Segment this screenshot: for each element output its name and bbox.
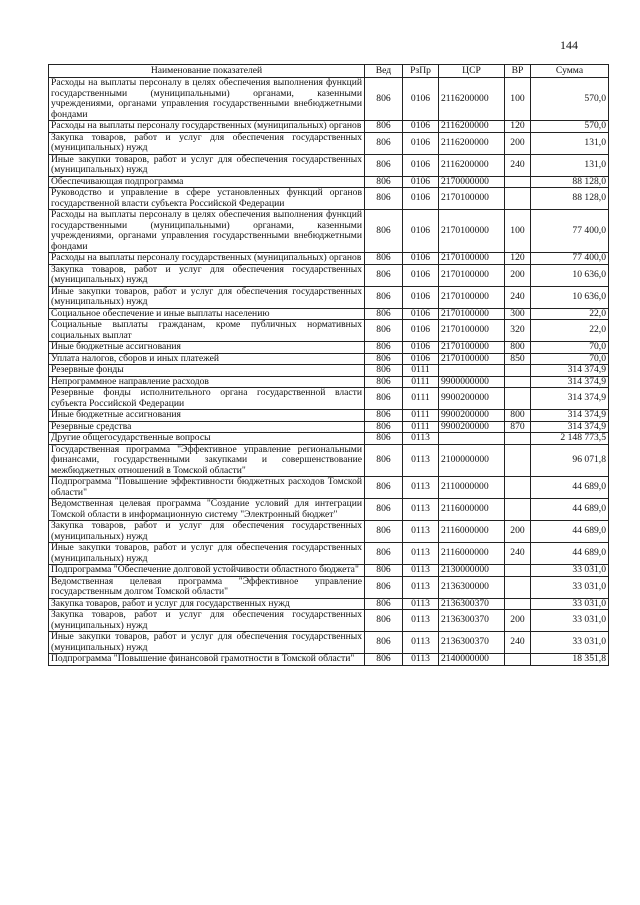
page-number: 144 xyxy=(560,38,578,52)
row-name: Иные бюджетные ассигнования xyxy=(49,410,365,422)
row-rzpr: 0106 xyxy=(403,320,439,342)
row-csr: 2170100000 xyxy=(439,264,505,286)
row-name: Иные закупки товаров, работ и услуг для обеспечения государственных (муниципальных) нужд xyxy=(49,286,365,308)
row-sum: 10 636,0 xyxy=(531,264,609,286)
row-csr: 2116200000 xyxy=(439,78,505,121)
table-row xyxy=(49,543,609,565)
row-ved: 806 xyxy=(365,154,403,176)
row-name: Иные закупки товаров, работ и услуг для обеспечения государственных (муниципальных) нужд xyxy=(49,154,365,176)
row-csr: 2130000000 xyxy=(439,565,505,577)
row-ved: 806 xyxy=(365,353,403,365)
table-row xyxy=(49,477,609,499)
row-sum: 131,0 xyxy=(531,132,609,154)
table-row xyxy=(49,365,609,377)
row-sum: 33 031,0 xyxy=(531,598,609,610)
row-csr: 2116000000 xyxy=(439,543,505,565)
row-name: Социальные выплаты гражданам, кроме публичных нормативных социальных выплат xyxy=(49,320,365,342)
row-rzpr: 0106 xyxy=(403,210,439,253)
row-ved: 806 xyxy=(365,444,403,477)
row-ved: 806 xyxy=(365,410,403,422)
row-vr xyxy=(505,388,531,410)
row-sum: 33 031,0 xyxy=(531,610,609,632)
row-name: Закупка товаров, работ и услуг для обеспечения государственных (муниципальных) нужд xyxy=(49,521,365,543)
row-sum: 44 689,0 xyxy=(531,543,609,565)
row-ved: 806 xyxy=(365,210,403,253)
row-ved: 806 xyxy=(365,654,403,666)
table-row xyxy=(49,433,609,445)
row-sum: 77 400,0 xyxy=(531,253,609,265)
row-vr xyxy=(505,188,531,210)
table-row xyxy=(49,320,609,342)
row-name: Закупка товаров, работ и услуг для государственных нужд xyxy=(49,598,365,610)
row-vr: 800 xyxy=(505,342,531,354)
row-ved: 806 xyxy=(365,264,403,286)
row-vr xyxy=(505,176,531,188)
row-csr: 9900200000 xyxy=(439,388,505,410)
row-vr xyxy=(505,365,531,377)
row-vr xyxy=(505,654,531,666)
row-rzpr: 0113 xyxy=(403,598,439,610)
row-rzpr: 0106 xyxy=(403,264,439,286)
row-vr: 100 xyxy=(505,210,531,253)
row-name: Расходы на выплаты персоналу государственных (муниципальных) органов xyxy=(49,121,365,133)
row-csr: 2136300370 xyxy=(439,598,505,610)
row-sum: 2 148 773,5 xyxy=(531,433,609,445)
row-vr: 200 xyxy=(505,521,531,543)
row-rzpr: 0113 xyxy=(403,521,439,543)
row-csr: 2116200000 xyxy=(439,121,505,133)
table-row xyxy=(49,264,609,286)
budget-table xyxy=(48,64,609,666)
header-csr: ЦСР xyxy=(439,65,505,78)
row-ved: 806 xyxy=(365,176,403,188)
row-ved: 806 xyxy=(365,499,403,521)
row-sum: 33 031,0 xyxy=(531,632,609,654)
table-row xyxy=(49,376,609,388)
table-row xyxy=(49,565,609,577)
row-rzpr: 0113 xyxy=(403,444,439,477)
row-csr: 2116000000 xyxy=(439,521,505,543)
row-vr: 120 xyxy=(505,253,531,265)
row-vr xyxy=(505,565,531,577)
row-sum: 22,0 xyxy=(531,320,609,342)
row-vr: 240 xyxy=(505,154,531,176)
row-vr xyxy=(505,598,531,610)
row-name: Руководство и управление в сфере установленных функций органов государственной власти субъекта Российской Федерации xyxy=(49,188,365,210)
table-row xyxy=(49,410,609,422)
row-ved: 806 xyxy=(365,433,403,445)
row-sum: 96 071,8 xyxy=(531,444,609,477)
row-csr: 2170100000 xyxy=(439,308,505,320)
row-csr: 2136300000 xyxy=(439,576,505,598)
row-ved: 806 xyxy=(365,598,403,610)
row-ved: 806 xyxy=(365,376,403,388)
row-vr: 800 xyxy=(505,410,531,422)
row-vr xyxy=(505,433,531,445)
row-csr: 2116200000 xyxy=(439,132,505,154)
row-ved: 806 xyxy=(365,632,403,654)
row-vr: 200 xyxy=(505,132,531,154)
table-row xyxy=(49,353,609,365)
table-row xyxy=(49,342,609,354)
row-name: Непрограммное направление расходов xyxy=(49,376,365,388)
row-ved: 806 xyxy=(365,365,403,377)
row-name: Закупка товаров, работ и услуг для обеспечения государственных (муниципальных) нужд xyxy=(49,132,365,154)
row-csr: 2136300370 xyxy=(439,610,505,632)
row-sum: 70,0 xyxy=(531,342,609,354)
row-vr: 320 xyxy=(505,320,531,342)
row-ved: 806 xyxy=(365,521,403,543)
table-row xyxy=(49,188,609,210)
row-vr xyxy=(505,499,531,521)
table-row xyxy=(49,253,609,265)
row-vr: 120 xyxy=(505,121,531,133)
row-rzpr: 0106 xyxy=(403,342,439,354)
row-rzpr: 0106 xyxy=(403,188,439,210)
row-csr xyxy=(439,433,505,445)
row-sum: 44 689,0 xyxy=(531,521,609,543)
table-row xyxy=(49,576,609,598)
row-vr xyxy=(505,477,531,499)
table-row xyxy=(49,308,609,320)
row-rzpr: 0113 xyxy=(403,632,439,654)
row-ved: 806 xyxy=(365,132,403,154)
row-vr: 300 xyxy=(505,308,531,320)
row-rzpr: 0113 xyxy=(403,610,439,632)
row-csr: 2170000000 xyxy=(439,176,505,188)
row-rzpr: 0106 xyxy=(403,121,439,133)
table-row xyxy=(49,499,609,521)
row-sum: 88 128,0 xyxy=(531,176,609,188)
row-name: Иные закупки товаров, работ и услуг для обеспечения государственных (муниципальных) нужд xyxy=(49,543,365,565)
row-rzpr: 0113 xyxy=(403,576,439,598)
row-csr: 2170100000 xyxy=(439,210,505,253)
row-name: Социальное обеспечение и иные выплаты населению xyxy=(49,308,365,320)
row-csr: 2100000000 xyxy=(439,444,505,477)
row-csr: 2170100000 xyxy=(439,342,505,354)
row-name: Расходы на выплаты персоналу в целях обеспечения выполнения функций государственными (муниципальными) органами, казенными учреждениями, органами управления государственными внебюджетными фондами xyxy=(49,78,365,121)
table-row xyxy=(49,610,609,632)
row-sum: 33 031,0 xyxy=(531,576,609,598)
row-vr: 240 xyxy=(505,632,531,654)
row-name: Ведомственная целевая программа "Создание условий для интеграции Томской области в информационную систему "Электронный бюджет" xyxy=(49,499,365,521)
table-row xyxy=(49,388,609,410)
row-rzpr: 0113 xyxy=(403,433,439,445)
row-sum: 18 351,8 xyxy=(531,654,609,666)
header-sum: Сумма xyxy=(531,65,609,78)
row-sum: 314 374,9 xyxy=(531,376,609,388)
table-row xyxy=(49,654,609,666)
table-row xyxy=(49,598,609,610)
row-csr: 2140000000 xyxy=(439,654,505,666)
row-rzpr: 0113 xyxy=(403,654,439,666)
row-sum: 77 400,0 xyxy=(531,210,609,253)
row-csr: 2170100000 xyxy=(439,253,505,265)
row-vr: 100 xyxy=(505,78,531,121)
row-csr: 9900200000 xyxy=(439,410,505,422)
row-ved: 806 xyxy=(365,576,403,598)
row-name: Расходы на выплаты персоналу в целях обеспечения выполнения функций государственными (муниципальными) органами, казенными учреждениями, органами управления государственными внебюджетными фондами xyxy=(49,210,365,253)
row-name: Резервные средства xyxy=(49,421,365,433)
row-vr xyxy=(505,376,531,388)
row-csr: 2170100000 xyxy=(439,286,505,308)
row-ved: 806 xyxy=(365,286,403,308)
row-name: Закупка товаров, работ и услуг для обеспечения государственных (муниципальных) нужд xyxy=(49,264,365,286)
row-rzpr: 0111 xyxy=(403,388,439,410)
row-name: Другие общегосударственные вопросы xyxy=(49,433,365,445)
row-ved: 806 xyxy=(365,188,403,210)
row-csr xyxy=(439,365,505,377)
row-name: Иные закупки товаров, работ и услуг для обеспечения государственных (муниципальных) нужд xyxy=(49,632,365,654)
row-ved: 806 xyxy=(365,477,403,499)
header-rzpr: РзПр xyxy=(403,65,439,78)
table-row xyxy=(49,632,609,654)
row-csr: 9900000000 xyxy=(439,376,505,388)
row-name: Ведомственная целевая программа "Эффективное управление государственным долгом Томской области" xyxy=(49,576,365,598)
row-csr: 2116200000 xyxy=(439,154,505,176)
table-row xyxy=(49,121,609,133)
row-rzpr: 0106 xyxy=(403,78,439,121)
row-sum: 314 374,9 xyxy=(531,388,609,410)
row-csr: 2170100000 xyxy=(439,188,505,210)
table-row xyxy=(49,176,609,188)
row-name: Уплата налогов, сборов и иных платежей xyxy=(49,353,365,365)
row-name: Закупка товаров, работ и услуг для обеспечения государственных (муниципальных) нужд xyxy=(49,610,365,632)
row-name: Резервные фонды xyxy=(49,365,365,377)
row-ved: 806 xyxy=(365,320,403,342)
row-ved: 806 xyxy=(365,121,403,133)
row-name: Иные бюджетные ассигнования xyxy=(49,342,365,354)
table-row xyxy=(49,521,609,543)
row-csr: 2116000000 xyxy=(439,499,505,521)
header-name: Наименование показателей xyxy=(49,65,365,78)
row-sum: 570,0 xyxy=(531,121,609,133)
row-sum: 88 128,0 xyxy=(531,188,609,210)
row-csr: 2136300370 xyxy=(439,632,505,654)
row-ved: 806 xyxy=(365,78,403,121)
row-name: Государственная программа "Эффективное управление региональными финансами, государственными закупками и совершенствование межбюджетных отношений в Томской области" xyxy=(49,444,365,477)
row-sum: 570,0 xyxy=(531,78,609,121)
row-sum: 70,0 xyxy=(531,353,609,365)
row-vr xyxy=(505,444,531,477)
row-ved: 806 xyxy=(365,565,403,577)
row-ved: 806 xyxy=(365,253,403,265)
row-rzpr: 0113 xyxy=(403,565,439,577)
row-vr: 240 xyxy=(505,543,531,565)
row-name: Подпрограмма "Повышение эффективности бюджетных расходов Томской области" xyxy=(49,477,365,499)
table-row xyxy=(49,132,609,154)
row-sum: 314 374,9 xyxy=(531,365,609,377)
row-sum: 44 689,0 xyxy=(531,499,609,521)
row-ved: 806 xyxy=(365,543,403,565)
row-sum: 44 689,0 xyxy=(531,477,609,499)
row-name: Расходы на выплаты персоналу государственных (муниципальных) органов xyxy=(49,253,365,265)
table-header-row xyxy=(49,65,609,78)
row-vr: 200 xyxy=(505,610,531,632)
row-sum: 314 374,9 xyxy=(531,410,609,422)
row-vr: 240 xyxy=(505,286,531,308)
row-csr: 2110000000 xyxy=(439,477,505,499)
row-ved: 806 xyxy=(365,308,403,320)
row-vr xyxy=(505,576,531,598)
row-name: Резервные фонды исполнительного органа государственной власти субъекта Российской Федерации xyxy=(49,388,365,410)
table-row xyxy=(49,154,609,176)
row-rzpr: 0113 xyxy=(403,499,439,521)
row-rzpr: 0106 xyxy=(403,154,439,176)
table-row xyxy=(49,210,609,253)
row-vr: 850 xyxy=(505,353,531,365)
row-rzpr: 0111 xyxy=(403,421,439,433)
row-csr: 9900200000 xyxy=(439,421,505,433)
row-rzpr: 0111 xyxy=(403,365,439,377)
row-sum: 22,0 xyxy=(531,308,609,320)
row-sum: 10 636,0 xyxy=(531,286,609,308)
table-body xyxy=(49,78,609,666)
row-rzpr: 0106 xyxy=(403,308,439,320)
row-rzpr: 0113 xyxy=(403,477,439,499)
row-csr: 2170100000 xyxy=(439,320,505,342)
row-rzpr: 0111 xyxy=(403,376,439,388)
row-rzpr: 0106 xyxy=(403,286,439,308)
row-name: Подпрограмма "Обеспечение долговой устойчивости областного бюджета" xyxy=(49,565,365,577)
table-row xyxy=(49,444,609,477)
row-ved: 806 xyxy=(365,342,403,354)
row-name: Подпрограмма "Повышение финансовой грамотности в Томской области" xyxy=(49,654,365,666)
row-ved: 806 xyxy=(365,610,403,632)
row-rzpr: 0106 xyxy=(403,353,439,365)
row-csr: 2170100000 xyxy=(439,353,505,365)
header-ved: Вед xyxy=(365,65,403,78)
row-rzpr: 0106 xyxy=(403,176,439,188)
table-row xyxy=(49,421,609,433)
row-ved: 806 xyxy=(365,388,403,410)
row-rzpr: 0106 xyxy=(403,132,439,154)
row-sum: 314 374,9 xyxy=(531,421,609,433)
row-rzpr: 0113 xyxy=(403,543,439,565)
row-name: Обеспечивающая подпрограмма xyxy=(49,176,365,188)
row-rzpr: 0111 xyxy=(403,410,439,422)
row-vr: 870 xyxy=(505,421,531,433)
row-rzpr: 0106 xyxy=(403,253,439,265)
row-ved: 806 xyxy=(365,421,403,433)
row-vr: 200 xyxy=(505,264,531,286)
row-sum: 33 031,0 xyxy=(531,565,609,577)
table-row xyxy=(49,286,609,308)
table-row xyxy=(49,78,609,121)
header-vr: ВР xyxy=(505,65,531,78)
row-sum: 131,0 xyxy=(531,154,609,176)
